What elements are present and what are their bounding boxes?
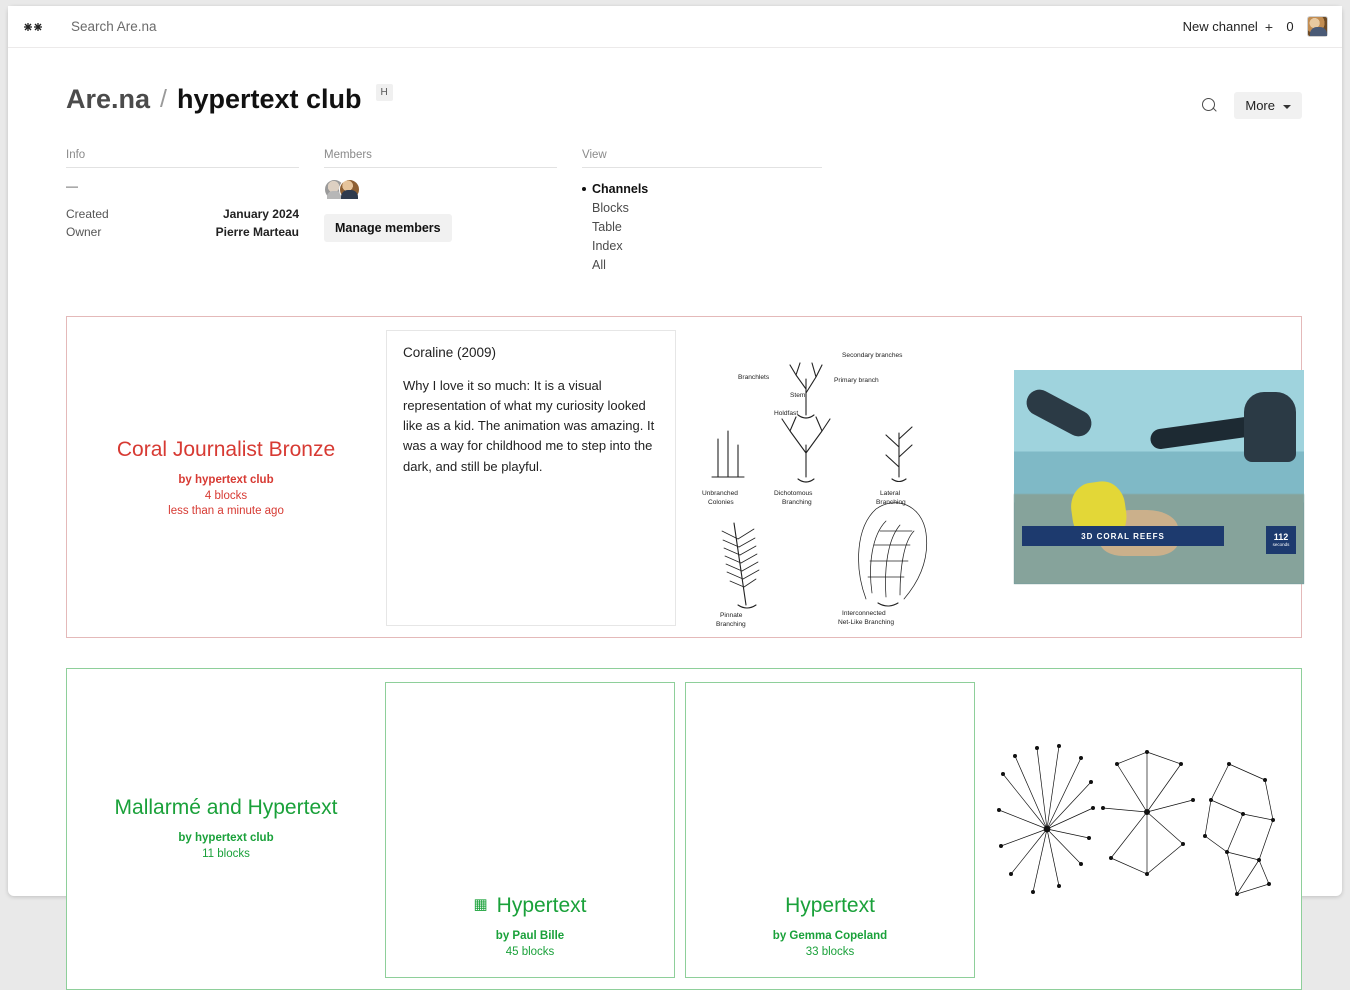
members-label: Members bbox=[324, 149, 557, 168]
video-thumbnail[interactable] bbox=[1014, 370, 1304, 584]
channel-cell-media bbox=[686, 317, 1304, 637]
channel-title: Coral Journalist Bronze bbox=[116, 437, 336, 461]
diagram-label-net-2: Net-Like Branching bbox=[838, 619, 895, 626]
info-label: Info bbox=[66, 149, 299, 168]
more-button[interactable] bbox=[1234, 92, 1302, 119]
active-dot-icon bbox=[582, 187, 586, 191]
diagram-label-stem: Stem bbox=[790, 392, 806, 399]
nested-channel-block-count: 45 blocks bbox=[505, 946, 555, 958]
info-value-owner[interactable]: Pierre Marteau bbox=[215, 225, 299, 239]
text-block-title: Coraline (2009) bbox=[403, 345, 497, 360]
info-row-created bbox=[66, 205, 299, 223]
meta-section bbox=[8, 119, 1342, 274]
arena-asterisk-logo[interactable] bbox=[20, 14, 46, 40]
network-graph-svg bbox=[997, 734, 1287, 924]
active-dot-icon bbox=[582, 263, 586, 267]
coral-branching-diagram-svg bbox=[694, 327, 994, 627]
view-option-channels[interactable] bbox=[582, 179, 822, 198]
video-duration: 112 bbox=[1273, 531, 1289, 542]
channel-author: by hypertext club bbox=[178, 832, 274, 845]
info-key-owner: Owner bbox=[66, 225, 102, 239]
member-avatar[interactable] bbox=[339, 179, 360, 200]
view-option-index[interactable] bbox=[582, 236, 822, 255]
view-option-label: Blocks bbox=[592, 200, 629, 215]
hash-icon: ▦ bbox=[473, 896, 488, 914]
diagram-label-pinnate-2: Branching bbox=[716, 621, 746, 628]
view-option-label: Channels bbox=[592, 181, 649, 196]
video-duration-unit: seconds bbox=[1272, 541, 1290, 547]
members-column bbox=[324, 149, 557, 274]
arena-asterisk-logo-svg bbox=[21, 21, 45, 33]
diagram-label-branchlets: Branchlets bbox=[738, 374, 770, 381]
diagram-label-lateral-2: Branching bbox=[876, 499, 906, 506]
status-badge[interactable]: H bbox=[376, 84, 393, 101]
diagram-label-pinnate-1: Pinnate bbox=[720, 612, 743, 619]
page-title: hypertext club bbox=[177, 84, 362, 114]
info-description: — bbox=[66, 179, 78, 193]
channel-card-coral-journalist-bronze[interactable] bbox=[66, 316, 1302, 638]
nested-channel-hypertext-gemma-copeland[interactable] bbox=[685, 682, 975, 978]
video-caption-bar bbox=[1022, 526, 1224, 546]
diagram-label-dichotomous-1: Dichotomous bbox=[774, 490, 813, 497]
channel-timestamp: less than a minute ago bbox=[168, 505, 284, 518]
view-option-table[interactable] bbox=[582, 217, 822, 236]
info-value-created: January 2024 bbox=[222, 207, 299, 221]
plus-icon: + bbox=[1264, 18, 1273, 35]
view-label: View bbox=[582, 149, 822, 168]
nested-channel-title: Hypertext bbox=[496, 893, 587, 917]
view-option-label: Index bbox=[592, 238, 623, 253]
network-graph-diagram[interactable] bbox=[997, 734, 1287, 924]
breadcrumb-separator: / bbox=[160, 85, 167, 113]
new-channel-button[interactable] bbox=[1183, 19, 1273, 35]
network-diagram-cell bbox=[985, 669, 1301, 989]
notification-count[interactable]: 0 bbox=[1286, 19, 1294, 34]
video-duration-badge bbox=[1266, 526, 1296, 554]
video-diver bbox=[1244, 392, 1296, 462]
active-dot-icon bbox=[582, 225, 586, 229]
nested-channel-author: by Gemma Copeland bbox=[772, 930, 888, 942]
channel-block-count: 11 blocks bbox=[202, 848, 250, 861]
more-label: More bbox=[1245, 98, 1275, 113]
diagram-label-primary-branch: Primary branch bbox=[834, 377, 879, 384]
nested-channel-title-row bbox=[473, 893, 586, 918]
top-bar bbox=[8, 6, 1342, 48]
diagram-label-holdfast: Holdfast bbox=[774, 410, 799, 417]
active-dot-icon bbox=[582, 206, 586, 210]
channel-title-cell[interactable] bbox=[67, 317, 385, 637]
member-avatars bbox=[324, 179, 557, 200]
breadcrumb-root[interactable]: Are.na bbox=[66, 84, 151, 114]
active-dot-icon bbox=[582, 244, 586, 248]
view-option-all[interactable] bbox=[582, 255, 822, 274]
diagram-label-unbranched-1: Unbranched bbox=[702, 490, 738, 497]
view-option-label: All bbox=[592, 257, 606, 272]
top-bar-right bbox=[1183, 16, 1328, 37]
channel-list bbox=[8, 274, 1342, 990]
coral-branching-diagram[interactable] bbox=[694, 327, 994, 627]
channel-card-mallarme-and-hypertext[interactable] bbox=[66, 668, 1302, 990]
info-column bbox=[66, 149, 299, 274]
search-icon[interactable] bbox=[1201, 97, 1218, 114]
browser-window bbox=[8, 6, 1342, 958]
nested-channel-block-count: 33 blocks bbox=[805, 946, 855, 958]
channel-title-cell[interactable] bbox=[67, 669, 385, 989]
diagram-label-lateral-1: Lateral bbox=[880, 490, 901, 497]
nested-channel-title-row bbox=[785, 893, 875, 918]
search-input[interactable]: Search Are.na bbox=[71, 19, 157, 34]
view-option-blocks[interactable] bbox=[582, 198, 822, 217]
channel-title: Mallarmé and Hypertext bbox=[114, 795, 338, 819]
breadcrumb bbox=[66, 84, 393, 115]
nested-channel-author: by Paul Bille bbox=[495, 930, 565, 942]
new-channel-label: New channel bbox=[1182, 19, 1258, 34]
diagram-label-unbranched-2: Colonies bbox=[708, 499, 734, 506]
diagram-label-net-1: Interconnected bbox=[842, 610, 886, 617]
info-row-owner bbox=[66, 223, 299, 241]
channel-author: by hypertext club bbox=[178, 474, 274, 487]
nested-channel-title: Hypertext bbox=[785, 893, 875, 917]
view-column bbox=[582, 149, 822, 274]
page-header bbox=[8, 48, 1342, 119]
chevron-down-icon bbox=[1283, 105, 1291, 109]
manage-members-button[interactable]: Manage members bbox=[324, 214, 452, 242]
nested-channel-hypertext-paul-bille[interactable] bbox=[385, 682, 675, 978]
view-option-label: Table bbox=[592, 219, 622, 234]
text-block-body: Why I love it so much: It is a visual representation of what my curiosity looked like as a kid. The animation was amazing. It was a way for childhood me to step into the dark, and still be playful. bbox=[403, 378, 655, 474]
page-header-actions bbox=[1201, 84, 1302, 119]
avatar[interactable] bbox=[1307, 16, 1328, 37]
view-options bbox=[582, 179, 822, 274]
video-caption: 3D CORAL REEFS bbox=[1081, 531, 1165, 541]
text-block[interactable] bbox=[386, 330, 676, 626]
channel-cell-text bbox=[385, 317, 686, 637]
diagram-label-secondary-branches: Secondary branches bbox=[842, 352, 903, 359]
info-key-created: Created bbox=[66, 207, 109, 221]
channel-block-count: 4 blocks bbox=[204, 490, 248, 503]
diagram-label-dichotomous-2: Branching bbox=[782, 499, 812, 506]
